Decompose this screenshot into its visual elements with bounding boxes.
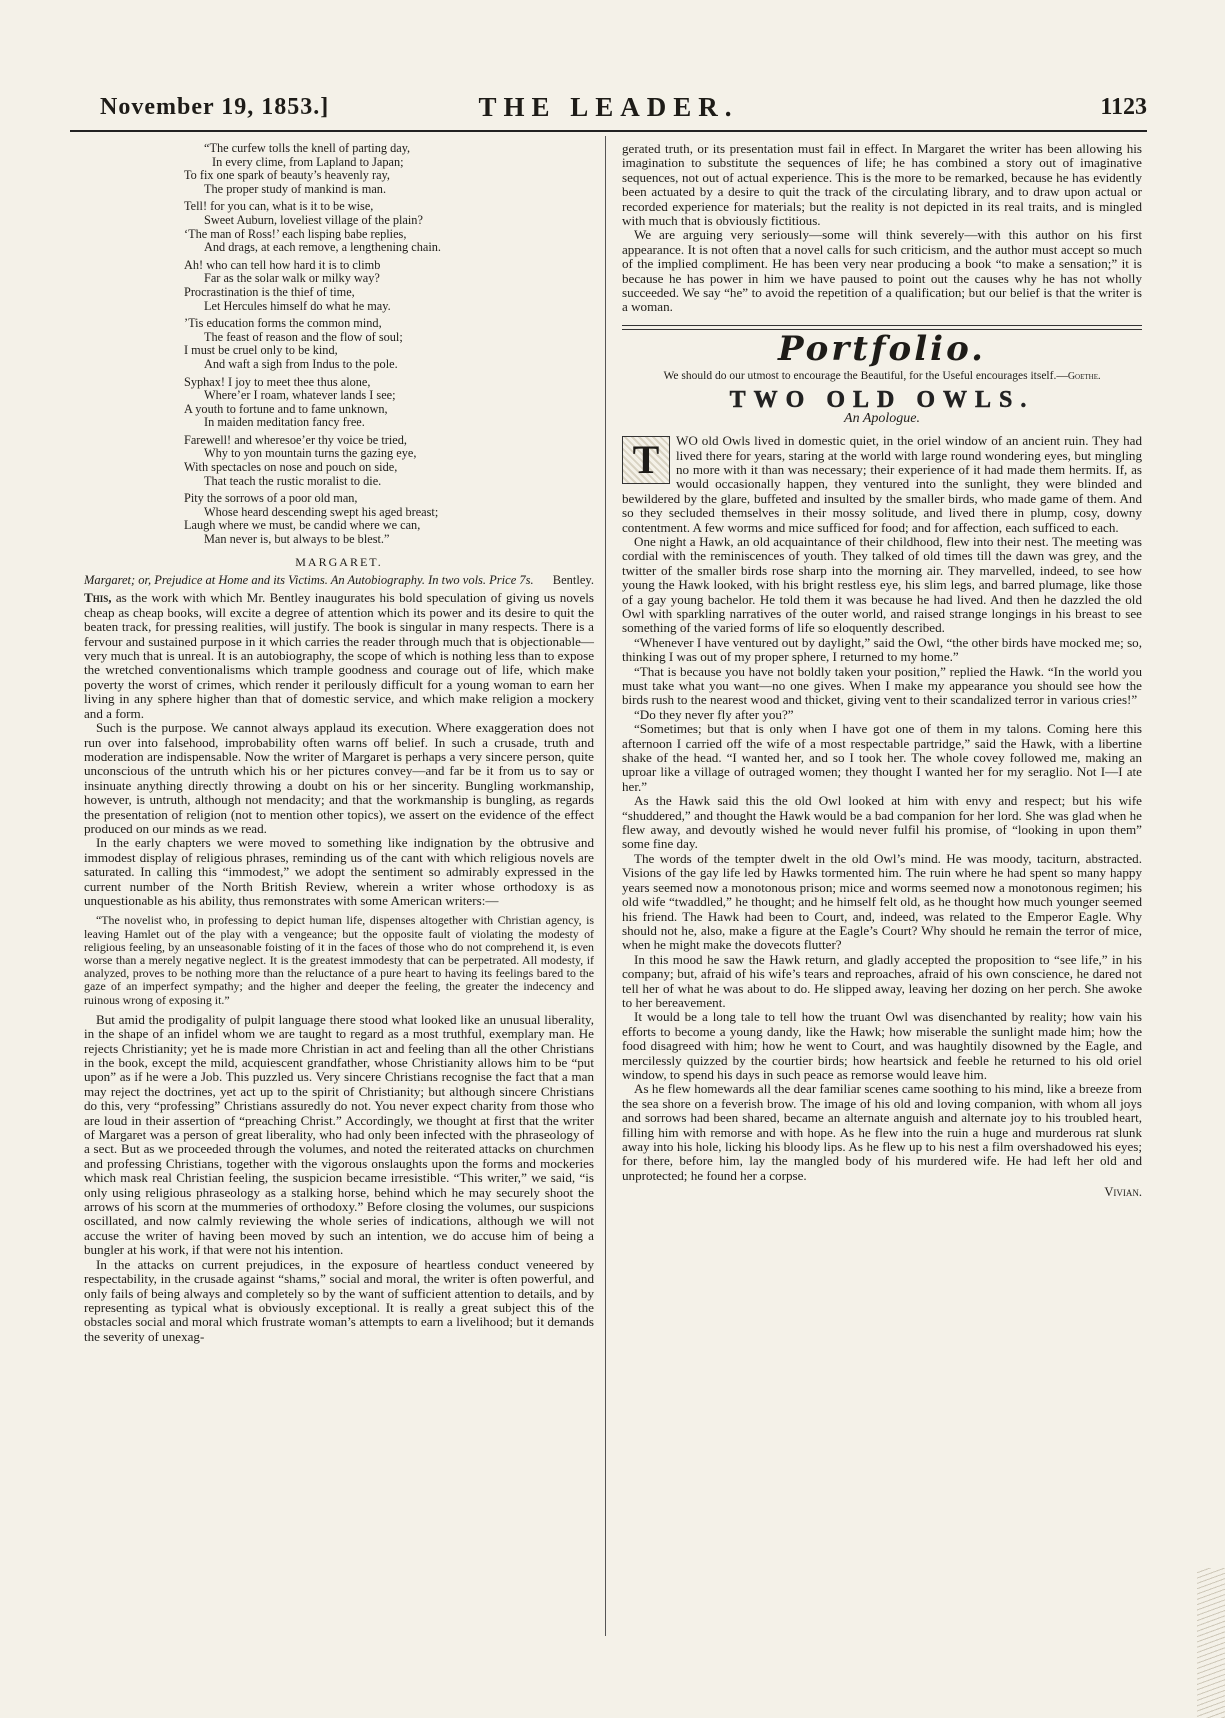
story-paragraph: As the Hawk said this the old Owl looked at him with envy and respect; but his wife “shuddered,” and thought the Hawk would be a bad companion for her lord. She was glad when he flew away, and devoutly wished he would never fulfil his promise, of “looking in upon them” some fine day. [622,793,1142,852]
poem-line: To fix one spark of beauty’s heavenly ray, [184,168,390,183]
poem-line: Let Hercules himself do what he may. [204,298,391,313]
poem-line: Procrastination is the thief of time, [184,284,355,299]
story-paragraph: “That is because you have not boldly taken your position,” replied the Hawk. “In the world you must take what you want—no one gives. When I make my appearance you should see how the birds rush to the nearest wood and thicket, giving vent to their scandalized terror in various cries!” [622,663,1142,708]
issue-date: November 19, 1853.] [100,94,330,120]
story-title: TWO OLD OWLS. [729,387,1035,414]
story-signature: Vivian. [1104,1185,1142,1200]
story-subtitle: An Apologue. [844,410,920,426]
review-book-details: Margaret; or, Prejudice at Home and its Victims. An Autobiography. In two vols. Price 7s. [84,573,534,588]
review-lead-word: This, [84,590,112,606]
poem-line: Where’er I roam, whatever lands I see; [204,388,396,403]
review-citation [84,573,594,587]
review-paragraph: In the attacks on current prejudices, in the exposure of heartless conduct veneered by respectability, in the crusade against “shams,” social and moral, the writer is often powerful, and only fails of being always and completely so by the want of sufficient attention to details, and by representing as typical what is obviously exceptional. It is really a great subject this of the obstacles social and moral which frustrate woman’s attempts to earn a livelihood; but it demands the severity of unexag- [84,1256,594,1344]
review-paragraph: We are arguing very seriously—some will think severely—with this author on his first appearance. It is not often that a novel calls for such criticism, and the author must accept so much of the implied compliment. He has been very near producing a book “to make a sensation;” it is because he has power in him we have paused to point out the causes why he has not wholly succeeded. We say “he” to avoid the repetition of a qualification; but our belief is that the writer is a woman. [622,227,1142,315]
newspaper-title: THE LEADER. [478,92,739,122]
story-paragraph [622,434,1142,535]
story-paragraph: As he flew homewards all the dear familiar scenes came soothing to his mind, like a breeze from the sea shore on a feverish brow. The image of his old and loving companion, with whom all joys and sorrows had been shared, became an alternate anguish and alternate joy to his troubled heart, filling him with remorse and with hope. As he flew into the ruin a huge and murderous rat slunk away into his hole, licking his bloody lips. As he flew up to his nest a film overshadowed his eyes; for there, before him, lay the mangled body of his murdered wife. He had left her old and unprotected; he found her a corpse. [622,1081,1142,1183]
poem-line: Why to yon mountain turns the gazing eye, [204,446,417,461]
review-paragraph [84,591,594,721]
story-paragraph: “Sometimes; but that is only when I have got one of them in my talons. Coming here this afternoon I carried off the wife of a most respectable partridge,” said the Hawk, with a libertine shake of the head. “I wanted her, and so I took her. The whole covey followed me, making an uproar like a village of outraged women; they thought I wanted her for my seraglio. Not I—I ate her.” [622,721,1142,794]
review-paragraph: But amid the prodigality of pulpit language there stood what looked like an unusual liberality, in the shape of an infidel whom we are taught to regard as a most truthful, exemplary man. He rejects Christianity; yet he is made more Christian in act and feeling than all the other Christians in the book, except the mild, acquiescent grandfather, whose Christianity allows him to be “put upon” as if he were a Job. This puzzled us. Very sincere Christians recognise the fact that a man may reject the doctrines, yet act up to the spirit of Christianity; but although sincere Christians do this, very “professing” Christians assuredly do not. You never expect charity from those who are loud in their assertion of “preaching Christ.” Accordingly, we thought at first that the writer of Margaret was a person of great liberality, who had only been infected with the phraseology of a sect. But as we proceeded through the volumes, and noted the reiterated attacks on churchmen and professing Christians, together with the vigorous onslaughts upon the forms and mockeries which mask real Christian feeling, the suspicion became irresistible. “This writer,” we said, “is only using religious phraseology as a stalking horse, behind which he may securely shoot the arrows of his scorn at the mummeries of orthodoxy.” Before closing the volumes, our suspicions oscillated, and now calmly reviewing the whole series of indications, although we will not accuse the writer of having been moved by such an intention, we do accuse him of being a bungler at his work, if that were not his intention. [84,1011,594,1258]
poem-line: Ah! who can tell how hard it is to climb [184,257,381,272]
story-paragraph: “Whenever I have ventured out by daylight,” said the Owl, “the other birds have mocked me; so, thinking I was out of my proper sphere, I returned to my home.” [622,634,1142,665]
poem-line: Pity the sorrows of a poor old man, [184,491,358,506]
poem-line: I must be cruel only to be kind, [184,343,338,358]
motto-text: We should do our utmost to encourage the Beautiful, for the Useful encourages itself.— [663,370,1068,383]
review-paragraph-text: as the work with which Mr. Bentley inaugurates his bold speculation of giving us novels cheap as cheap books, will excite a degree of attention which its power and its desire to quit the beaten track, for pressing realities, will justify. The book is singular in many respects. There is a fervour and sustained purpose in it which carries the reader through much that is objectionable—very much that is unreal. It is an autobiography, the scope of which is nothing less than to expose the wretched conventionalisms which trample goodness and courage out of life, which make poverty the worst of crimes, which render it perilously difficult for a young woman to earn her living in any sphere higher than that of domestic service, and which make religion a mockery and a form. [84,590,594,721]
story-paragraph: In this mood he saw the Hawk return, and gladly accepted the proposition to “see life,” in his company; but, afraid of his wife’s tears and reproaches, afraid of his own conscience, he dared not tell her of what he was about to do. He slipped away, leaving her dozing on her perch. She awoke to her bereavement. [622,951,1142,1010]
poem-line: Farewell! and wheresoe’er thy voice be tried, [184,432,407,447]
poem-line: Syphax! I joy to meet thee thus alone, [184,374,371,389]
poem-line: The proper study of mankind is man. [204,181,387,196]
page-number: 1123 [1100,94,1147,120]
story-paragraph-text: WO old Owls lived in domestic quiet, in the oriel window of an ancient ruin. They had lived there for years, staring at the world with large round wondering eyes, but mingling no more with it than was necessary; their experience of it had made them hermits. If, as would occasionally happen, they ventured into the sunlight, they were blinded and bewildered by the glare, buffeted and insulted by the smaller birds, who made game of them. And so they secluded themselves in their mossy solitude, and lived there in plump, cosy, downy contentment. A few worms and mice sufficed for food; and for affection, each sufficed to each. [622,433,1142,535]
review-heading: MARGARET. [295,554,383,569]
poem-line: The feast of reason and the flow of soul; [204,329,403,344]
review-paragraph: In the early chapters we were moved to something like indignation by the obtrusive and immodest display of religious phrases, reminding us of the cant with which religious novels are saturated. In calling this “immodest,” we adopt the sentiment so admirably expressed in the current number of the North British Review, wherein a writer whose orthodoxy is as unquestionable as his ability, thus remonstrates with some American writers:— [84,835,594,908]
story-paragraph: The words of the tempter dwelt in the old Owl’s mind. He was moody, taciturn, abstracted. Visions of the gay life led by Hawks tormented him. The ruin where he had spent so many happy years seemed now a monotonous prison; mice and worms seemed now a monotonous regimen; his old wife “twaddled,” he thought; and he himself felt old, as he thought how much younger seemed his friend. The Hawk had been to Court, and, indeed, was related to the Emperor Eagle. Why should not he, also, make a figure at the Eagle’s Court? Why should he remain the terror of mice, when he might make the dovecots flutter? [622,850,1142,953]
poem-line: And drags, at each remove, a lengthening chain. [204,240,441,255]
right-column [622,142,1142,1200]
poem-line: Whose heard descending swept his aged breast; [204,504,439,519]
column-divider [605,136,606,1636]
poem-line: ‘The man of Ross!’ each lisping babe replies, [184,226,407,241]
poem-line: In every clime, from Lapland to Japan; [212,154,404,169]
review-quotation: “The novelist who, in professing to depict human life, dispenses altogether with Christian agency, is leaving Hamlet out of the play with a vengeance; but the opposite fault of violating the modesty of religious feeling, by an unseasonable foisting of it in the faces of those who do not comprehend it, is even worse than a merely negative neglect. It is the greatest immodesty that can be perpetrated. All modesty, if analyzed, proves to be nothing more than the reluctance of a pure heart to having its feelings bared to the gaze of an imperfect sympathy; and the higher and deeper the feeling, the greater the indecency and ruinous wrong of exposing it.” [84,913,594,1007]
poem-line: With spectacles on nose and pouch on side, [184,460,398,475]
review-publisher: Bentley. [552,573,594,588]
poem-line: Sweet Auburn, loveliest village of the plain? [204,212,423,227]
story-paragraph: It would be a long tale to tell how the truant Owl was disenchanted by reality; how vain his efforts to become a young dandy, like the Hawk; how miserable the sunlight made him; how the food disagreed with him; how he went to Court, and was haughtily disowned by the Eagle, and mercilessly quizzed by the courtier birds; how heartsick and feeble he returned to his old oriel window, to spend his days in such peace as remorse would leave him. [622,1009,1142,1082]
epigraph-poem [184,142,594,547]
poem-line: “The curfew tolls the knell of parting day, [204,141,411,155]
story-paragraph: “Do they never fly after you?” [634,706,794,722]
poem-line: Laugh where we must, be candid where we can, [184,518,421,533]
poem-line: Tell! for you can, what is it to be wise, [184,199,374,214]
story-paragraph: One night a Hawk, an old acquaintance of their childhood, flew into their nest. The meeting was cordial with the reminiscences of youth. They talked of old times till the dawn was grey, and the twitter of the smaller birds rose sharp into the morning air. They marvelled, indeed, to see how young the Hawk looked, with his bright restless eye, his slim legs, and barred plumage, like those of a gay young bachelor. He told them it was because he had lived. And then he dazzled the old Owl with sparkling narratives of the outer world, and raised strange longings in his breast to see something of the varied forms of life so eloquently described. [622,533,1142,636]
poem-line: Man never is, but always to be blest.” [204,532,390,547]
review-continuation: gerated truth, or its presentation must fail in effect. In Margaret the writer has been allowing his imagination to substitute the sequences of life; he has combined a story out of imaginative sequences, not out of actual experience. This is the more to be remarked, because he has evidently been actuated by a desire to quit the track of the circulating library, and to draw upon actual or recorded experience for materials; but the reality is not depicted in its real traits, and is mingled with much that is obviously fictitious. [622,141,1142,229]
left-column [84,142,594,1344]
poem-line: A youth to fortune and to fame unknown, [184,401,388,416]
motto-attribution: Goethe. [1067,371,1101,383]
poem-line: ’Tis education forms the common mind, [184,316,382,331]
poem-line: Far as the solar walk or milky way? [204,271,380,286]
poem-line: In maiden meditation fancy free. [204,415,365,430]
portfolio-heading: Portfolio. [777,328,986,369]
drop-cap-letter: T [622,436,670,484]
portfolio-motto [622,370,1142,383]
poem-line: That teach the rustic moralist to die. [204,473,382,488]
poem-line: And waft a sigh from Indus to the pole. [204,356,398,371]
masthead [70,90,1147,132]
page-corner-shadow [1197,1568,1225,1718]
review-paragraph: Such is the purpose. We cannot always applaud its execution. Where exaggeration does not run over into falsehood, improbability often warns off belief. In such a crusade, truth and moderation are indispensable. Now the writer of Margaret is perhaps a very sincere person, quite unconscious of the untruth which his or her pictures convey—and far be it from us to say or insinuate anything directly throwing a doubt on his or her sincerity. Bungling workmanship, however, is untruth, although not mendacity; and that the workmanship is bungling, as regards the presentation of religion (not to mention other topics), we assert on the evidence of the effect produced on our minds as we read. [84,720,594,836]
